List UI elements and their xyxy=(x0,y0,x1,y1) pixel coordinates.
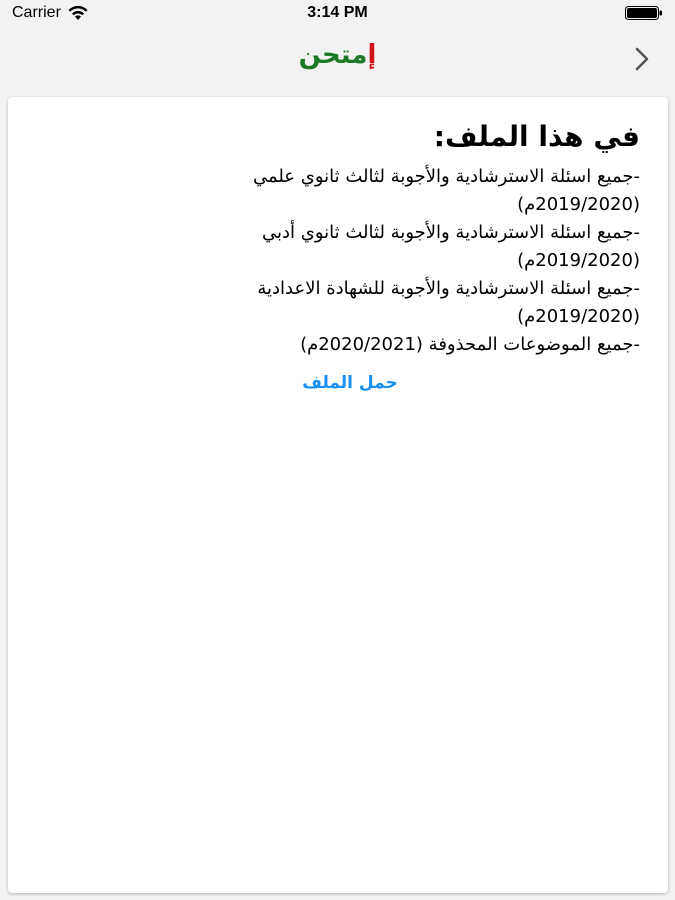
info-line: -جميع الموضوعات المحذوفة (2020/2021م) xyxy=(300,334,640,355)
card-heading: في هذا الملف: xyxy=(433,120,640,153)
info-line: -جميع اسئلة الاسترشادية والأجوبة لثالث ثانوي أدبي xyxy=(262,222,640,243)
download-file-link[interactable]: حمل الملف xyxy=(302,373,398,393)
info-line: -جميع اسئلة الاسترشادية والأجوبة للشهادة الاعدادية xyxy=(257,278,640,299)
app-title-first-letter: إ xyxy=(367,40,377,70)
content-card xyxy=(8,97,668,893)
carrier-label: Carrier xyxy=(12,4,61,21)
info-line: (2019/2020م) xyxy=(517,306,640,327)
app-title xyxy=(0,40,675,70)
info-line: (2019/2020م) xyxy=(517,250,640,271)
info-line: -جميع اسئلة الاسترشادية والأجوبة لثالث ثانوي علمي xyxy=(252,166,640,187)
info-line: (2019/2020م) xyxy=(517,194,640,215)
navigation-bar xyxy=(0,28,675,88)
status-bar xyxy=(0,0,675,28)
chevron-right-icon[interactable] xyxy=(631,46,653,72)
status-time: 3:14 PM xyxy=(307,4,368,21)
battery-icon xyxy=(625,6,663,20)
app-title-rest: متحن xyxy=(298,40,368,70)
card-content xyxy=(36,117,640,393)
